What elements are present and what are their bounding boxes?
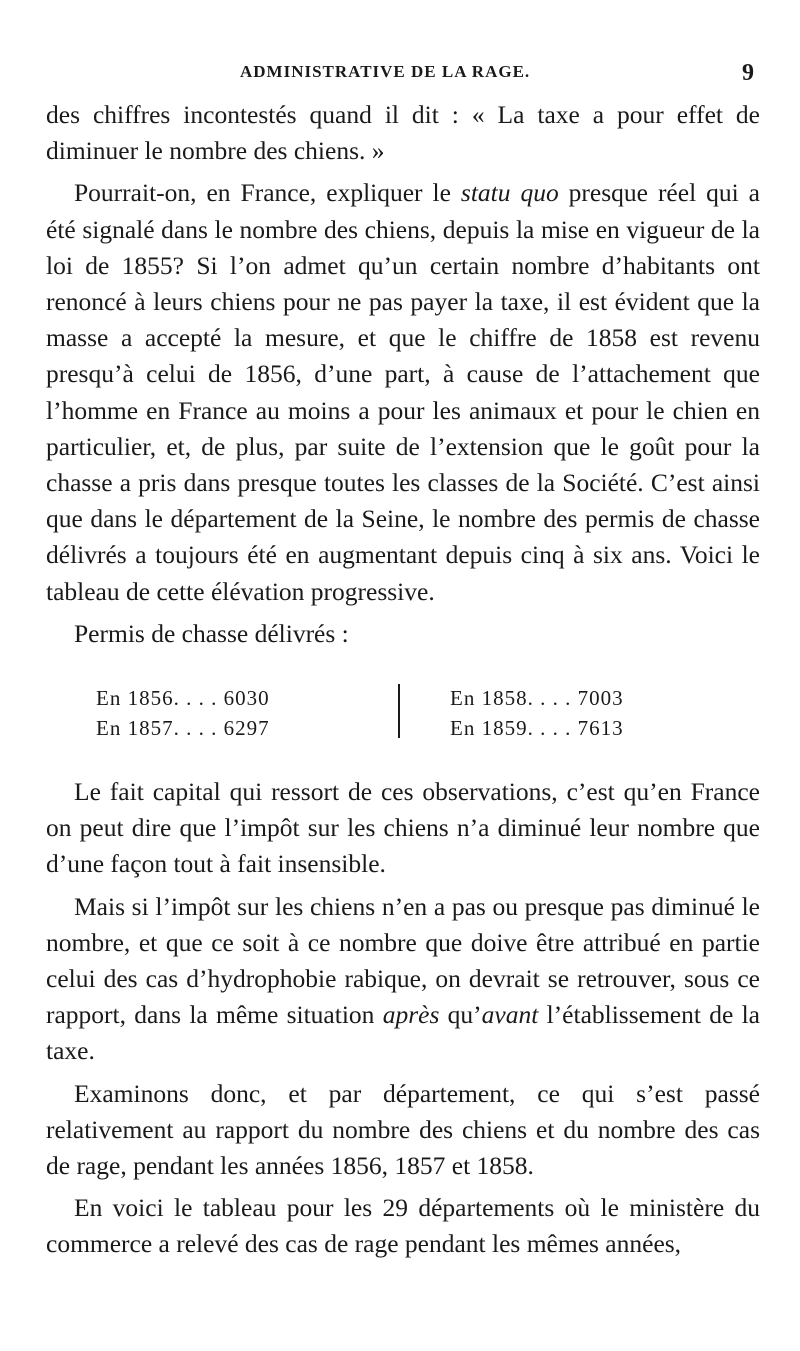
table-divider (398, 684, 400, 738)
paragraph-text: presque réel qui a été signalé dans le nombre des chiens, depuis la mise en vigueur de la loi de 1855? Si l’on admet qu’un certain nombre d’habitants ont renoncé à leurs chiens pour ne pas payer la taxe, il est évident que la masse a accepté la mesure, et que le chiffre de 1858 est revenu presqu’à celui de 1856, d’une part, à cause de l’attachement que l’homme en France au moins a pour les animaux et pour le chien en particulier, et, de plus, par suite de l’extension que le goût pour la chasse a pris dans presque toutes les classes de la Société. C’est ainsi que dans le département de la Seine, le nombre des permis de chasse délivrés a toujours été en augmentant depuis cinq à six ans. Voici le tableau de cette élévation progressive. (46, 178, 760, 606)
paragraph-text: Pourrait-on, en France, expliquer le (74, 178, 461, 208)
italic-term: statu quo (460, 178, 559, 208)
paragraph-continued: des chiffres incontestés quand il dit : « La taxe a pour effet de diminuer le nombre des chiens. » (46, 100, 760, 166)
paragraph-impot (46, 889, 760, 1070)
paragraph-examinons: Examinons donc, et par département, ce qui s’est passé relativement au rapport du nombre des chiens et du nombre des cas de rage, pendant les années 1856, 1857 et 1858. (46, 1078, 760, 1181)
italic-term: après (382, 1000, 440, 1030)
paragraph-statu-quo (46, 175, 760, 609)
paragraph-tableau: En voici le tableau pour les 29 départements où le ministère du commerce a relevé des cas de rage pendant les mêmes années, (46, 1193, 760, 1259)
permits-entry: En 1857. . . . 6297 (96, 716, 270, 741)
permits-entry: En 1856. . . . 6030 (96, 686, 270, 711)
permits-label: Permis de chasse délivrés : (74, 618, 349, 648)
permits-table (96, 678, 706, 740)
running-head: ADMINISTRATIVE DE LA RAGE. (240, 62, 531, 81)
body-text (46, 97, 760, 1263)
paragraph-text: qu’ (439, 1000, 482, 1030)
page-number: 9 (742, 60, 754, 86)
page-header (0, 60, 800, 90)
italic-term: avant (481, 1000, 539, 1030)
permits-entry: En 1859. . . . 7613 (450, 716, 624, 741)
paragraph-text: Mais si l’impôt sur les chiens n’en a pas ou presque pas diminué le nombre, et que ce soit à ce nombre que doive être attribué en partie celui des cas d’hydrophobie rabique, on devrait se retrouver, sous ce rapport, dans la même situation (46, 891, 760, 1030)
paragraph-text: l’établissement de la taxe. (46, 1000, 760, 1066)
paragraph-fait-capital: Le fait capital qui ressort de ces observations, c’est qu’en France on peut dire que l’impôt sur les chiens n’a diminué leur nombre que d’une façon tout à fait insensible. (46, 777, 760, 879)
permits-entry: En 1858. . . . 7003 (450, 686, 624, 711)
